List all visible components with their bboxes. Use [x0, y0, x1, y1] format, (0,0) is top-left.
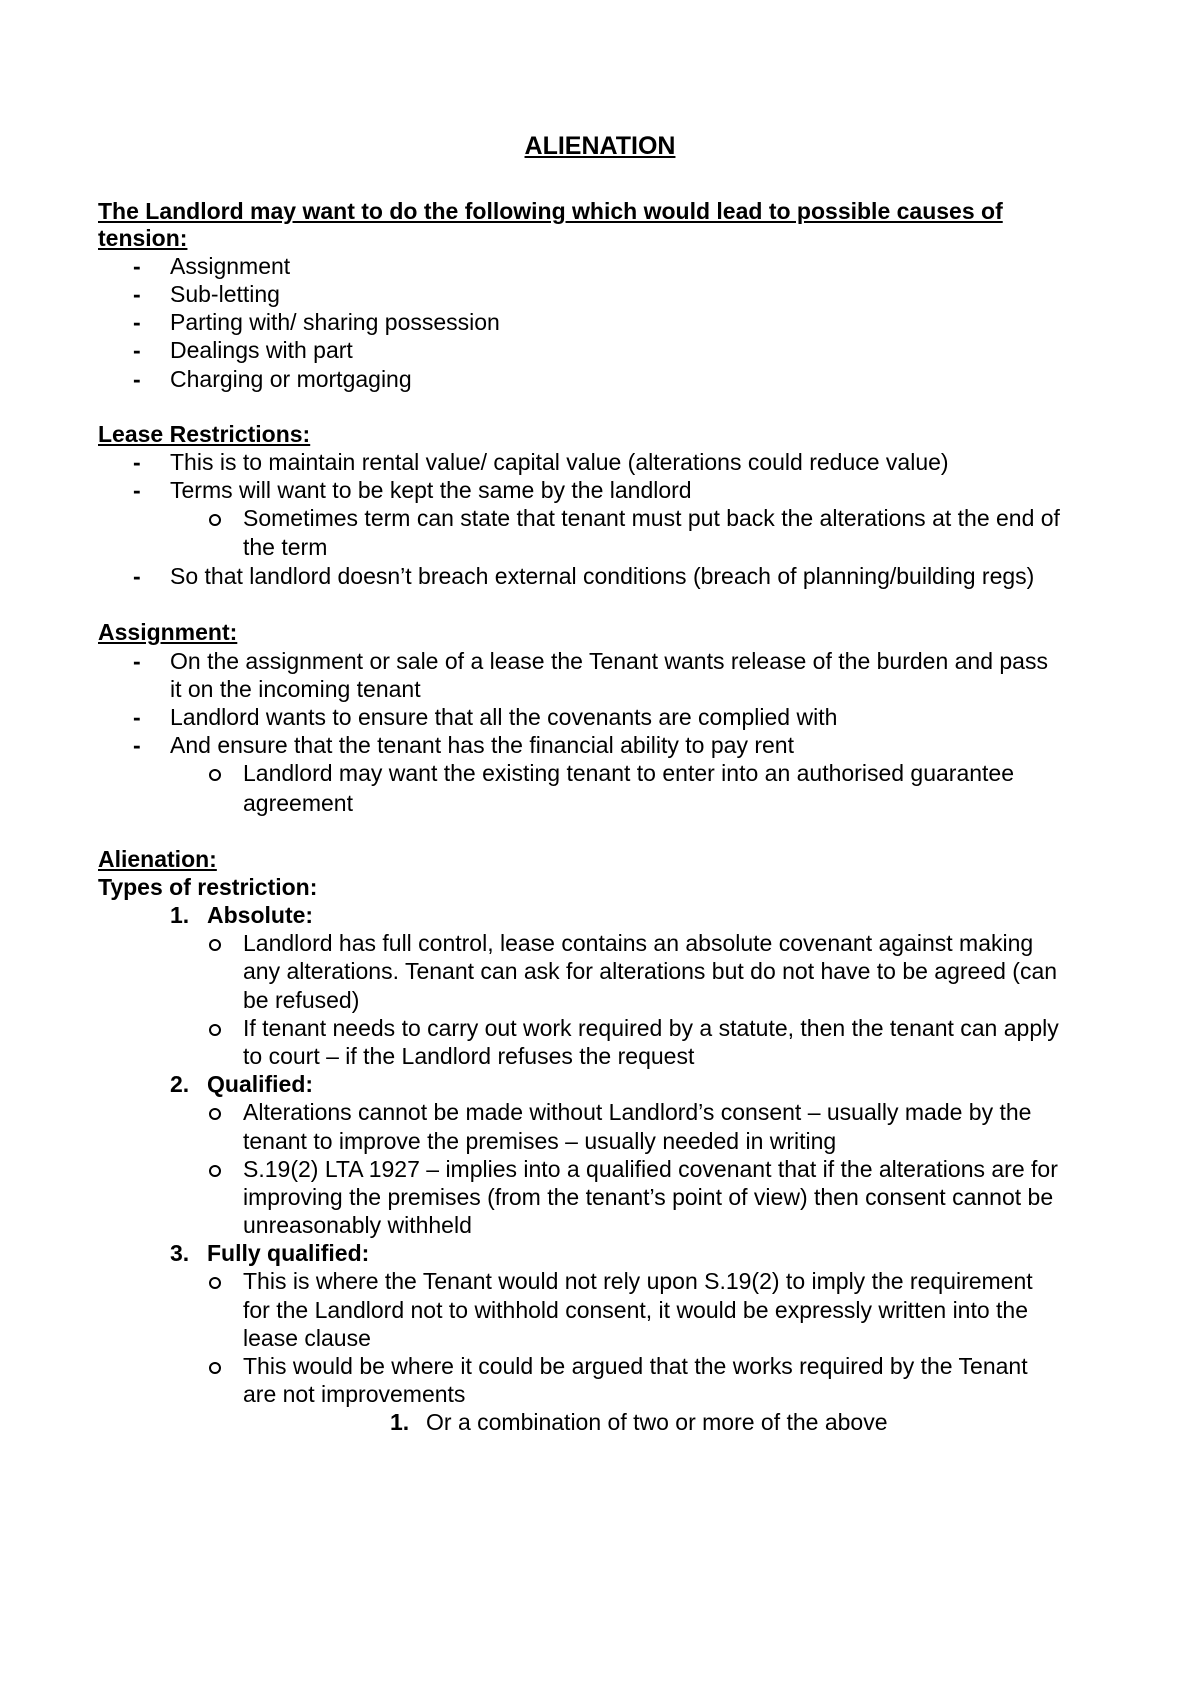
dash-marker: -: [133, 337, 141, 363]
intro-heading-line2: tension:: [98, 225, 188, 251]
intro-item: Parting with/ sharing possession: [170, 309, 500, 335]
absolute-bullet2-line2: to court – if the Landlord refuses the request: [243, 1043, 695, 1069]
list-number: 1.: [170, 902, 190, 928]
dash-marker: -: [133, 648, 141, 674]
bullet-circle-icon: [209, 1024, 221, 1036]
dash-marker: -: [133, 449, 141, 475]
fully-bullet1-line2: for the Landlord not to withhold consent, it would be expressly written into the: [243, 1297, 1029, 1323]
fully-bullet1-line1: This is where the Tenant would not rely upon S.19(2) to imply the requirement: [243, 1268, 1033, 1294]
qualified-bullet1-line2: tenant to improve the premises – usually needed in writing: [243, 1128, 837, 1154]
list-number: 1.: [390, 1409, 410, 1435]
qualified-label: Qualified:: [207, 1071, 314, 1097]
dash-marker: -: [133, 732, 141, 758]
absolute-bullet1-line2: any alterations. Tenant can ask for alterations but do not have to be agreed (can: [243, 958, 1058, 984]
fully-bullet1-line3: lease clause: [243, 1325, 371, 1351]
bullet-circle-icon: [209, 1165, 221, 1177]
dash-marker: -: [133, 309, 141, 335]
intro-item: Charging or mortgaging: [170, 366, 412, 392]
qualified-bullet2-line3: unreasonably withheld: [243, 1212, 472, 1238]
list-number: 2.: [170, 1071, 190, 1097]
assignment-subitem-line1: Landlord may want the existing tenant to enter into an authorised guarantee: [243, 760, 1015, 786]
lease-item: Terms will want to be kept the same by the landlord: [170, 477, 692, 503]
assignment-item-line1: On the assignment or sale of a lease the Tenant wants release of the burden and pass: [170, 648, 1048, 674]
absolute-bullet1-line1: Landlord has full control, lease contains an absolute covenant against making: [243, 930, 1034, 956]
intro-heading-line1: The Landlord may want to do the following which would lead to possible causes of: [98, 198, 1003, 224]
bullet-circle-icon: [209, 1362, 221, 1374]
dash-marker: -: [133, 281, 141, 307]
page-title: ALIENATION: [524, 132, 676, 160]
lease-subitem-line2: the term: [243, 534, 328, 560]
lease-item: So that landlord doesn’t breach external conditions (breach of planning/building regs): [170, 563, 1035, 589]
fully-bullet2-line1: This would be where it could be argued that the works required by the Tenant: [243, 1353, 1028, 1379]
assignment-item: Landlord wants to ensure that all the covenants are complied with: [170, 704, 838, 730]
dash-marker: -: [133, 253, 141, 279]
absolute-label: Absolute:: [207, 902, 314, 928]
qualified-bullet1-line1: Alterations cannot be made without Landlord’s consent – usually made by the: [243, 1099, 1032, 1125]
bullet-circle-icon: [209, 1108, 221, 1120]
bullet-circle-icon: [209, 1277, 221, 1289]
assignment-item-line2: it on the incoming tenant: [170, 676, 421, 702]
lease-heading: Lease Restrictions:: [98, 421, 311, 447]
lease-subitem-line1: Sometimes term can state that tenant must put back the alterations at the end of: [243, 505, 1060, 531]
types-heading: Types of restriction:: [98, 874, 318, 900]
intro-item: Dealings with part: [170, 337, 353, 363]
dash-marker: -: [133, 704, 141, 730]
assignment-subitem-line2: agreement: [243, 790, 353, 816]
dash-marker: -: [133, 477, 141, 503]
bullet-circle-icon: [209, 939, 221, 951]
fully-qualified-label: Fully qualified:: [207, 1240, 370, 1266]
dash-marker: -: [133, 563, 141, 589]
fully-bullet2-line2: are not improvements: [243, 1381, 466, 1407]
qualified-bullet2-line2: improving the premises (from the tenant’s point of view) then consent cannot be: [243, 1184, 1054, 1210]
intro-item: Sub-letting: [170, 281, 280, 307]
list-number: 3.: [170, 1240, 190, 1266]
dash-marker: -: [133, 366, 141, 392]
bullet-circle-icon: [209, 769, 221, 781]
assignment-heading: Assignment:: [98, 619, 238, 645]
alienation-heading: Alienation:: [98, 846, 217, 872]
absolute-bullet1-line3: be refused): [243, 987, 360, 1013]
intro-item: Assignment: [170, 253, 291, 279]
absolute-bullet2-line1: If tenant needs to carry out work required by a statute, then the tenant can apply: [243, 1015, 1059, 1041]
assignment-item: And ensure that the tenant has the financial ability to pay rent: [170, 732, 794, 758]
combination-text: Or a combination of two or more of the above: [426, 1409, 888, 1435]
lease-item: This is to maintain rental value/ capital value (alterations could reduce value): [170, 449, 949, 475]
qualified-bullet2-line1: S.19(2) LTA 1927 – implies into a qualified covenant that if the alterations are for: [243, 1156, 1058, 1182]
bullet-circle-icon: [209, 514, 221, 526]
